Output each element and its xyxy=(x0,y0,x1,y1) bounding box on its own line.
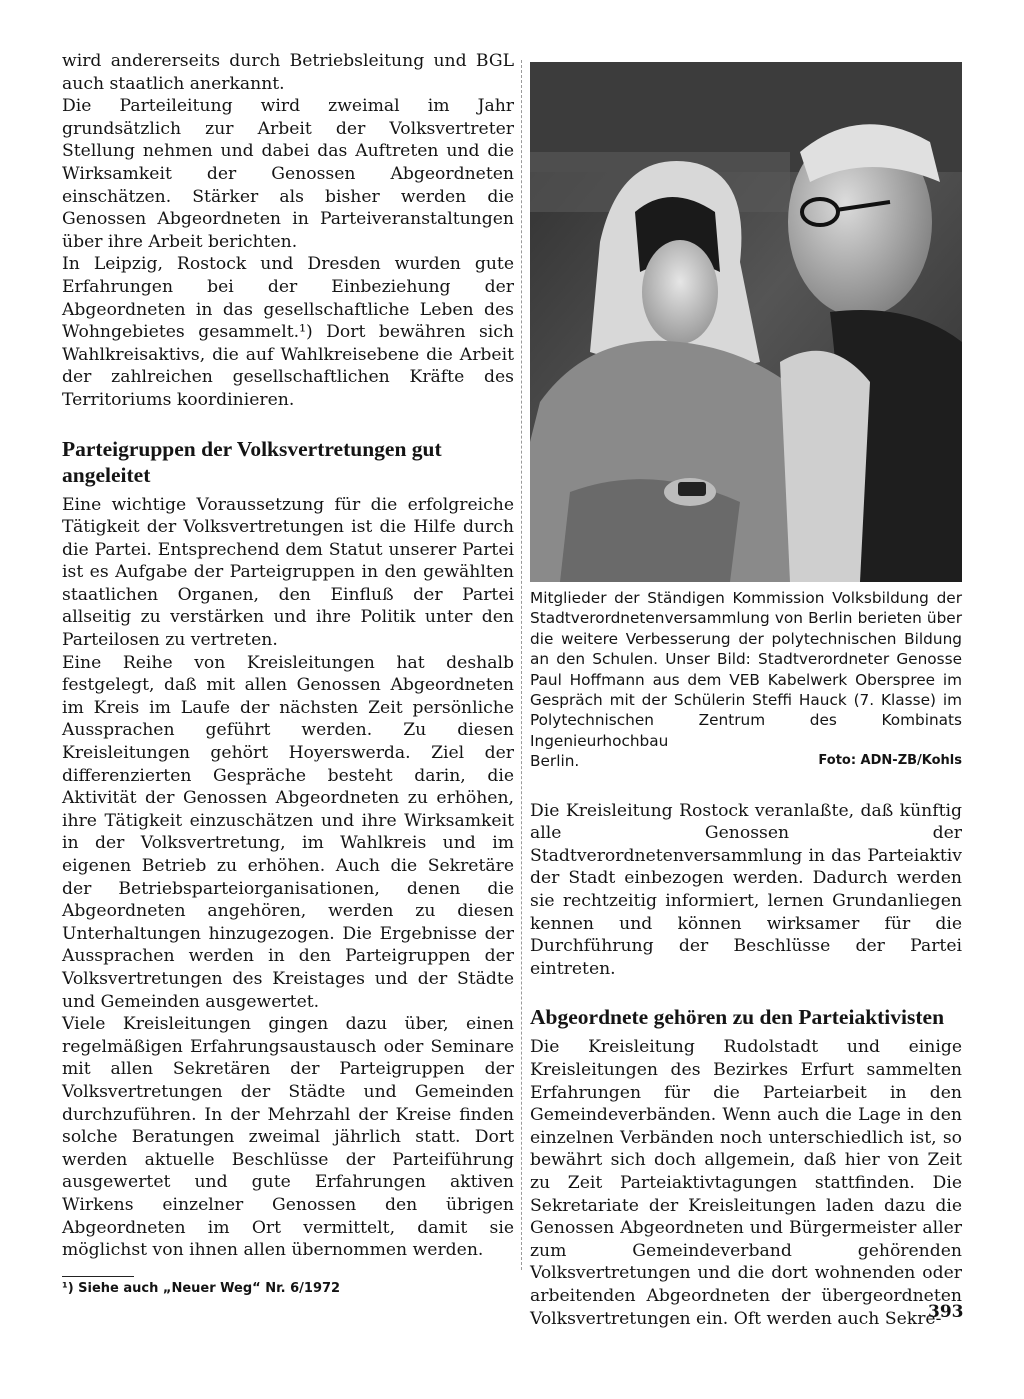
paragraph-bottom-2: Eine Reihe von Kreisleitungen hat deshalb festgelegt, daß mit allen Genossen Abgeordneten im Kreis im Laufe der nächsten Zeit persönliche Aussprachen geführt werden. Zu diesen Kreisleitungen gehört Hoyerswerda. Ziel der differenzierten Gespräche besteht darin, die Aktivität der Genossen Abgeordneten zu erhöhen, ihre Tätigkeit einzuschätzen und ihre Wirksamkeit in der Volksvertretung, im Wahlkreis und im eigenen Betrieb zu erhöhen. Auch die Sekretäre der Betriebsparteiorganisationen, denen die Abgeordneten angehören, werden zu diesen Unterhaltungen hinzugezogen. Die Ergebnisse der Aussprachen werden in den Parteigruppen der Volksvertretungen des Kreistages und der Städte und Gemeinden ausgewertet. xyxy=(62,652,514,1012)
section-heading-parteigruppen: Parteigruppen der Volksvertretungen gut angeleitet xyxy=(62,436,442,487)
photo-credit: Foto: ADN-ZB/Kohls xyxy=(818,753,962,769)
caption-last-line xyxy=(530,751,962,771)
right-paragraph-2: Die Kreisleitung Rudolstadt und einige Kreisleitungen des Bezirkes Erfurt sammelten Erfahrungen für die Parteiarbeit in den Gemeindeverbänden. Wenn auch die Lage in den einzelnen Verbänden noch unterschiedlich ist, so bewährt sich doch allgemein, daß hier von Zeit zu Zeit Parteiaktivtagungen stattfinden. Die Sekretariate der Kreisleitungen laden dazu die Genossen Abgeordneten und Bürgermeister aller zum Gemeindeverband gehörenden Volksvertretungen und die dort wohnenden oder arbeitenden Abgeordneten der übergeordneten Volksvertretungen ein. Oft werden auch Sekre- xyxy=(530,1037,962,1329)
caption-end: Berlin. xyxy=(530,752,580,771)
photo-caption: Mitglieder der Ständigen Kommission Volksbildung der Stadtverordnetenversammlung von Berlin berieten über die weitere Verbesserung der polytechnischen Bildung an den Schulen. Unser Bild: Stadtverordneter Genosse Paul Hoffmann aus dem VEB Kabelwerk Oberspree im Gespräch mit der Schülerin Steffi Hauck (7. Klasse) im Polytechnischen Zentrum des Kombinats Ingenieurhochbau xyxy=(530,589,962,750)
right-column xyxy=(530,62,962,1330)
column-divider xyxy=(521,60,522,1270)
footnote-rule xyxy=(62,1276,134,1277)
paragraph-top-2: Die Parteileitung wird zweimal im Jahr grundsätzlich zur Arbeit der Volksvertreter Stellung nehmen und dabei das Auftreten und die Wirksamkeit der Genossen Abgeordneten einschätzen. Stärker als bisher werden die Genossen Abgeordneten in Parteiveranstaltungen über ihre Arbeit berichten. xyxy=(62,96,514,252)
left-column xyxy=(62,50,514,1296)
paragraph-bottom-3: Viele Kreisleitungen gingen dazu über, einen regelmäßigen Erfahrungsaustausch oder Seminare mit allen Sekretären der Parteigruppen der Volksvertretungen der Städte und Gemeinden durchzuführen. In der Mehrzahl der Kreise finden solche Beratungen zweimal jährlich statt. Dort werden aktuelle Beschlüsse der Parteiführung ausgewertet und gute Erfahrungen aktiven Wirkens einzelner Genossen den übrigen Abgeordneten im Ort vermittelt, damit sie möglichst von ihnen allen übernommen werden. xyxy=(62,1014,514,1261)
right-paragraph-1: Die Kreisleitung Rostock veranlaßte, daß künftig alle Genossen der Stadtverordnetenversammlung in das Parteiaktiv der Stadt einbezogen werden. Dadurch werden sie rechtzeitig informiert, lernen Grundanliegen kennen und können wirksamer für die Durchführung der Beschlüsse der Partei eintreten. xyxy=(530,800,962,979)
paragraph-top-1: wird andererseits durch Betriebsleitung und BGL auch staatlich anerkannt. xyxy=(62,51,514,94)
paragraph-bottom-1: Eine wichtige Voraussetzung für die erfolgreiche Tätigkeit der Volksvertretungen ist die Hilfe durch die Partei. Entsprechend dem Statut unserer Partei ist es Aufgabe der Parteigruppen in den gewählten staatlichen Organen, den Einfluß der Partei allseitig zu verstärken und ihre Politik unter den Parteilosen zu vertreten. xyxy=(62,494,514,651)
news-photo xyxy=(530,62,962,582)
section-heading-abgeordnete: Abgeordnete gehören zu den Parteiaktivisten xyxy=(530,1005,945,1030)
page-number: 393 xyxy=(928,1302,964,1322)
photo-illustration xyxy=(530,62,962,582)
footnote: ¹) Siehe auch „Neuer Weg“ Nr. 6/1972 xyxy=(62,1280,341,1296)
paragraph-top-3: In Leipzig, Rostock und Dresden wurden gute Erfahrungen bei der Einbeziehung der Abgeordneten in das gesellschaftliche Leben des Wohngebietes gesammelt.¹) Dort bewähren sich Wahlkreisaktivs, die auf Wahlkreisebene die Arbeit der zahlreichen gesellschaftlichen Kräfte des Territoriums koordinieren. xyxy=(62,254,514,410)
